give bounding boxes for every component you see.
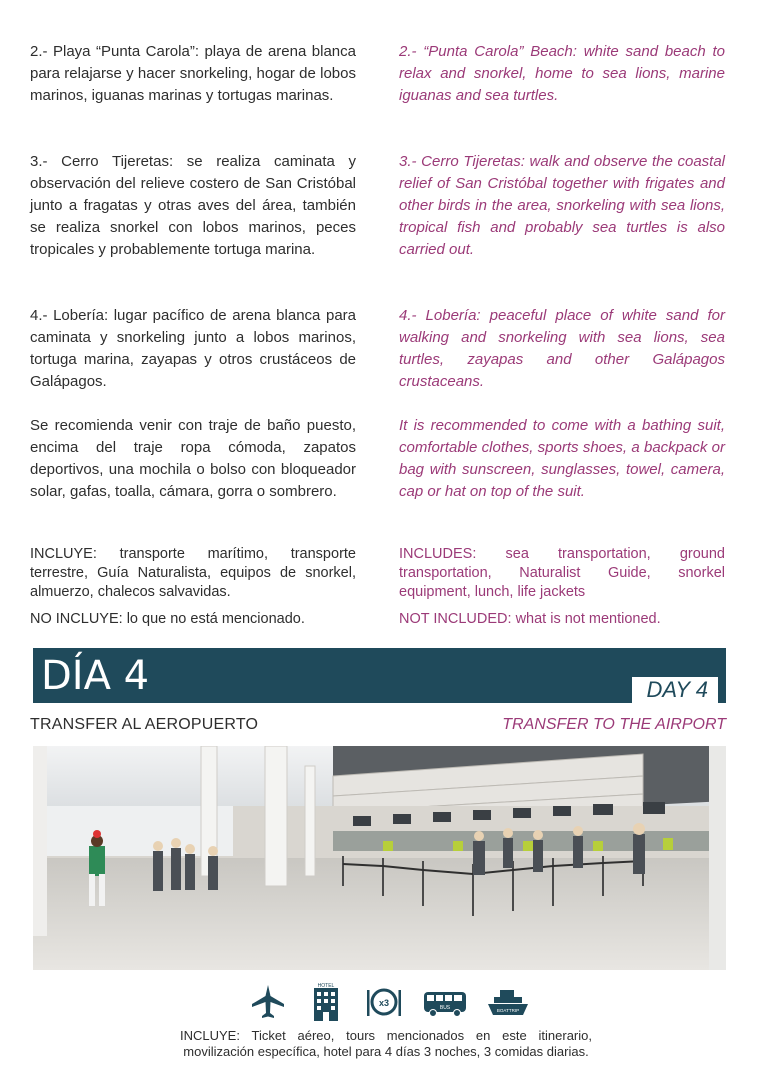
not-included-label-en: NOT INCLUDED: xyxy=(399,611,512,627)
hotel-icon-text: HOTEL xyxy=(317,983,335,989)
boat-icon xyxy=(486,982,530,1022)
includes-en xyxy=(399,545,725,602)
paragraph-punta-carola-en: 2.- “Punta Carola” Beach: white sand beach to relax and snorkel, home to sea lions, marine iguanas and sea turtles. xyxy=(399,43,725,104)
paragraph-loberia-en: 4.- Lobería: peaceful place of white sand for walking and snorkeling with sea lions, sea turtles, zayapas and other Galápagos crustaceans. xyxy=(399,307,725,390)
paragraph-recommend-en: It is recommended to come with a bathing suit, comfortable clothes, sports shoes, a backpack or bag with sunscreen, sunglasses, towel, camera, cap or hat on top of the suit. xyxy=(399,417,725,500)
not-included-es xyxy=(30,610,356,629)
airport-terminal-photo xyxy=(33,746,726,970)
paragraph-cerro-tijeretas-es: 3.- Cerro Tijeretas: se realiza caminata y observación del relieve costero de San Cristóbal junto a fragatas y otras aves del área, también se realiza snorkel con lobos marinos, peces tropicales y probablemente tortuga marina. xyxy=(30,153,356,258)
meals-icon xyxy=(364,982,404,1022)
transfer-heading-en: TRANSFER TO THE AIRPORT xyxy=(502,716,726,733)
english-column-p3 xyxy=(399,151,725,261)
day-subtitle: DAY 4 xyxy=(632,677,718,703)
boat-icon-text: BOATTRIP xyxy=(496,1008,520,1013)
not-included-text-en: what is not mentioned. xyxy=(515,611,661,627)
not-included-en xyxy=(399,610,725,629)
english-column xyxy=(399,41,725,107)
english-column-recommend xyxy=(399,415,725,503)
hotel-icon xyxy=(306,982,346,1022)
not-included-text-es: lo que no está mencionado. xyxy=(126,611,305,627)
bus-icon xyxy=(422,982,468,1022)
spanish-column-p4 xyxy=(30,305,356,393)
airplane-icon xyxy=(248,982,288,1022)
paragraph-punta-carola-es: 2.- Playa “Punta Carola”: playa de arena blanca para relajarse y hacer snorkeling, hogar de lobos marinos, iguanas marinas y tortugas marinas. xyxy=(30,43,356,104)
footer-includes: INCLUYE: Ticket aéreo, tours mencionados en este itinerario, movilización específica, hotel para 4 días 3 noches, 3 comidas diarias. xyxy=(180,1028,592,1059)
transfer-heading-es: TRANSFER AL AEROPUERTO xyxy=(30,716,259,733)
paragraph-recommend-es: Se recomienda venir con traje de baño puesto, encima del traje ropa cómoda, zapatos deportivos, una mochila o bolso con bloqueador solar, gafas, toalla, cámara, gorra o sombrero. xyxy=(30,417,356,500)
includes-label-es: INCLUYE: xyxy=(30,546,97,562)
english-column-p4 xyxy=(399,305,725,393)
includes-es xyxy=(30,545,356,602)
day-title: DÍA 4 xyxy=(41,653,150,699)
includes-label-en: INCLUDES: xyxy=(399,546,477,562)
paragraph-loberia-es: 4.- Lobería: lugar pacífico de arena blanca para caminata y snorkeling junto a lobos marinos, tortuga marina, zayapas y otros crustáceos de Galápagos. xyxy=(30,307,356,390)
includes-text-es: transporte marítimo, transporte terrestre, Guía Naturalista, equipos de snorkel, almuerzo, chalecos salvavidas. xyxy=(30,546,356,600)
bus-icon-text: BUS xyxy=(439,1005,451,1011)
meals-icon-text: x3 xyxy=(378,998,390,1008)
inclusions-icons xyxy=(248,982,530,1022)
spanish-column-p3 xyxy=(30,151,356,261)
day-banner xyxy=(33,648,726,703)
paragraph-cerro-tijeretas-en: 3.- Cerro Tijeretas: walk and observe the coastal relief of San Cristóbal together with frigates and other birds in the area, snorkeling with sea lions, tropical fish and probably sea turtles is also carried out. xyxy=(399,153,725,258)
spanish-column xyxy=(30,41,356,107)
spanish-column-recommend xyxy=(30,415,356,503)
not-included-label-es: NO INCLUYE: xyxy=(30,611,123,627)
includes-text-en: sea transportation, ground transportation, Naturalist Guide, snorkel equipment, lunch, life jackets xyxy=(399,546,725,600)
